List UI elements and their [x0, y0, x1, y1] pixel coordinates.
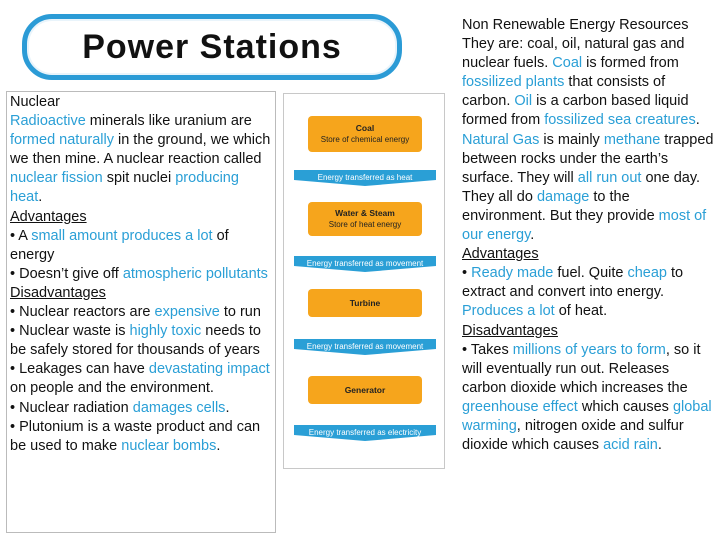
- bullet-item: [10, 418, 272, 456]
- nonrenewable-disadvantages-heading: Disadvantages: [462, 322, 558, 339]
- text-run: They are: coal, oil, natural gas and nuclear fuels.: [462, 36, 685, 72]
- nuclear-disadvantages-heading: Disadvantages: [10, 284, 106, 301]
- bullet-text: on people and the environment.: [10, 380, 214, 397]
- diagram-step-box: [308, 116, 422, 152]
- highlighted-text: Natural Gas: [462, 131, 540, 148]
- highlighted-text: nuclear bombs: [121, 437, 217, 454]
- bullet-text: to run: [219, 304, 261, 321]
- nuclear-intro: [10, 112, 272, 207]
- highlighted-text: greenhouse effect: [462, 398, 578, 415]
- energy-flow-diagram: [283, 93, 445, 469]
- nuclear-advantages-list: [10, 227, 272, 284]
- nonrenewable-advantages-list: [462, 264, 714, 321]
- bullet-text: needs to be safely stored for thousands of years: [10, 323, 261, 359]
- text-run: is mainly: [539, 131, 604, 148]
- bullet-text: • Leakages can have: [10, 361, 149, 378]
- diagram-arrow-label: Energy transferred as electricity: [308, 428, 422, 437]
- text-run: .: [38, 189, 43, 206]
- text-run: one day. They all do: [462, 169, 701, 205]
- diagram-step-box: [308, 376, 422, 404]
- nonrenewable-section: [462, 16, 714, 455]
- nonrenewable-disadvantages-list: [462, 341, 714, 456]
- nuclear-heading: Nuclear: [10, 94, 60, 110]
- text-run: to the environment. But they provide: [462, 188, 659, 224]
- highlighted-text: fossilized sea creatures: [544, 112, 696, 129]
- bullet-text: • Plutonium is a waste product and can be used to make: [10, 418, 261, 454]
- diagram-arrow: [294, 170, 436, 186]
- diagram-step-subtitle: Store of heat energy: [328, 220, 402, 229]
- highlighted-text: Produces a lot: [462, 303, 555, 320]
- bullet-text: of heat.: [554, 303, 608, 320]
- highlighted-text: highly toxic: [129, 323, 202, 340]
- highlighted-text: methane: [603, 131, 661, 148]
- highlighted-text: producing heat: [10, 170, 239, 206]
- text-run: .: [695, 112, 700, 129]
- highlighted-text: expensive: [154, 304, 220, 321]
- text-run: is formed from: [582, 55, 679, 72]
- bullet-text: • Nuclear waste is: [10, 323, 130, 340]
- text-run: in the ground, we which we then mine. A nuclear reaction called: [10, 132, 271, 168]
- nuclear-disadvantages-list: [10, 303, 272, 456]
- text-run: that consists of carbon.: [462, 74, 666, 110]
- bullet-text: , so it will eventually run out. Releases carbon dioxide which increases the: [462, 341, 701, 396]
- bullet-text: • Takes: [462, 341, 513, 358]
- bullet-text: , nitrogen oxide and sulfur dioxide which causes: [462, 417, 684, 454]
- highlighted-text: cheap: [627, 265, 667, 282]
- text-run: minerals like uranium are: [85, 113, 252, 130]
- highlighted-text: damages cells: [132, 399, 226, 416]
- bullet-item: [10, 322, 272, 360]
- bullet-text: • Doesn’t give off: [10, 265, 123, 282]
- diagram-arrow: [294, 425, 436, 441]
- nonrenewable-heading: Non Renewable Energy Resources: [462, 17, 689, 33]
- diagram-arrow-label: Energy transferred as movement: [306, 259, 424, 268]
- bullet-item: [10, 399, 272, 418]
- diagram-arrow: [294, 256, 436, 272]
- bullet-text: .: [216, 437, 221, 454]
- diagram-step-subtitle: Store of chemical energy: [320, 135, 410, 144]
- bullet-item: [10, 265, 272, 284]
- bullet-item: [462, 341, 714, 456]
- bullet-item: [10, 227, 272, 265]
- diagram-step-title: Water & Steam: [335, 208, 395, 218]
- highlighted-text: small amount produces a lot: [31, 227, 213, 244]
- diagram-step-box: [308, 289, 422, 317]
- bullet-item: [462, 264, 714, 321]
- text-run: .: [530, 227, 535, 244]
- highlighted-text: Radioactive: [10, 113, 86, 130]
- diagram-arrow-label: Energy transferred as heat: [317, 173, 413, 182]
- highlighted-text: Ready made: [471, 265, 554, 282]
- page-title: Power Stations: [82, 27, 342, 66]
- bullet-text: • A: [10, 227, 32, 244]
- bullet-text: to extract and convert into energy.: [462, 265, 684, 301]
- diagram-step-box: [308, 202, 422, 236]
- bullet-item: [10, 303, 272, 322]
- highlighted-text: formed naturally: [10, 132, 114, 149]
- highlighted-text: millions of years to form: [512, 341, 666, 358]
- highlighted-text: nuclear fission: [10, 170, 103, 187]
- nonrenewable-advantages-heading: Advantages: [462, 246, 539, 263]
- bullet-text: which causes: [577, 398, 673, 415]
- bullet-text: •: [462, 265, 472, 282]
- nonrenewable-intro: [462, 35, 714, 245]
- bullet-item: [10, 360, 272, 398]
- highlighted-text: fossilized plants: [462, 74, 565, 91]
- highlighted-text: Oil: [514, 93, 533, 110]
- highlighted-text: atmospheric pollutants: [122, 265, 268, 282]
- nuclear-advantages-heading: Advantages: [10, 208, 87, 225]
- highlighted-text: global warming: [462, 398, 712, 434]
- bullet-text: • Nuclear radiation: [10, 399, 133, 416]
- bullet-text: of energy: [10, 227, 229, 263]
- diagram-step-title: Turbine: [349, 297, 381, 308]
- highlighted-text: devastating impact: [148, 361, 270, 378]
- highlighted-text: damage: [536, 188, 590, 205]
- diagram-arrow-label: Energy transferred as movement: [306, 342, 424, 351]
- diagram-step-title: Generator: [344, 384, 386, 395]
- diagram-arrow: [294, 339, 436, 355]
- text-run: is a carbon based liquid formed from: [462, 93, 689, 129]
- text-run: spit nuclei: [102, 170, 176, 187]
- bullet-text: fuel. Quite: [553, 265, 628, 282]
- highlighted-text: acid rain: [603, 437, 658, 454]
- highlighted-text: most of our energy: [462, 207, 707, 244]
- bullet-text: .: [657, 437, 662, 454]
- bullet-text: .: [225, 399, 230, 416]
- highlighted-text: Coal: [552, 55, 583, 72]
- nuclear-section: [6, 91, 276, 533]
- bullet-text: • Nuclear reactors are: [10, 304, 155, 321]
- diagram-step-title: Coal: [355, 123, 375, 133]
- title-box: [22, 14, 402, 80]
- text-run: trapped between rocks under the earth’s surface. They will: [462, 131, 714, 186]
- highlighted-text: all run out: [577, 169, 642, 186]
